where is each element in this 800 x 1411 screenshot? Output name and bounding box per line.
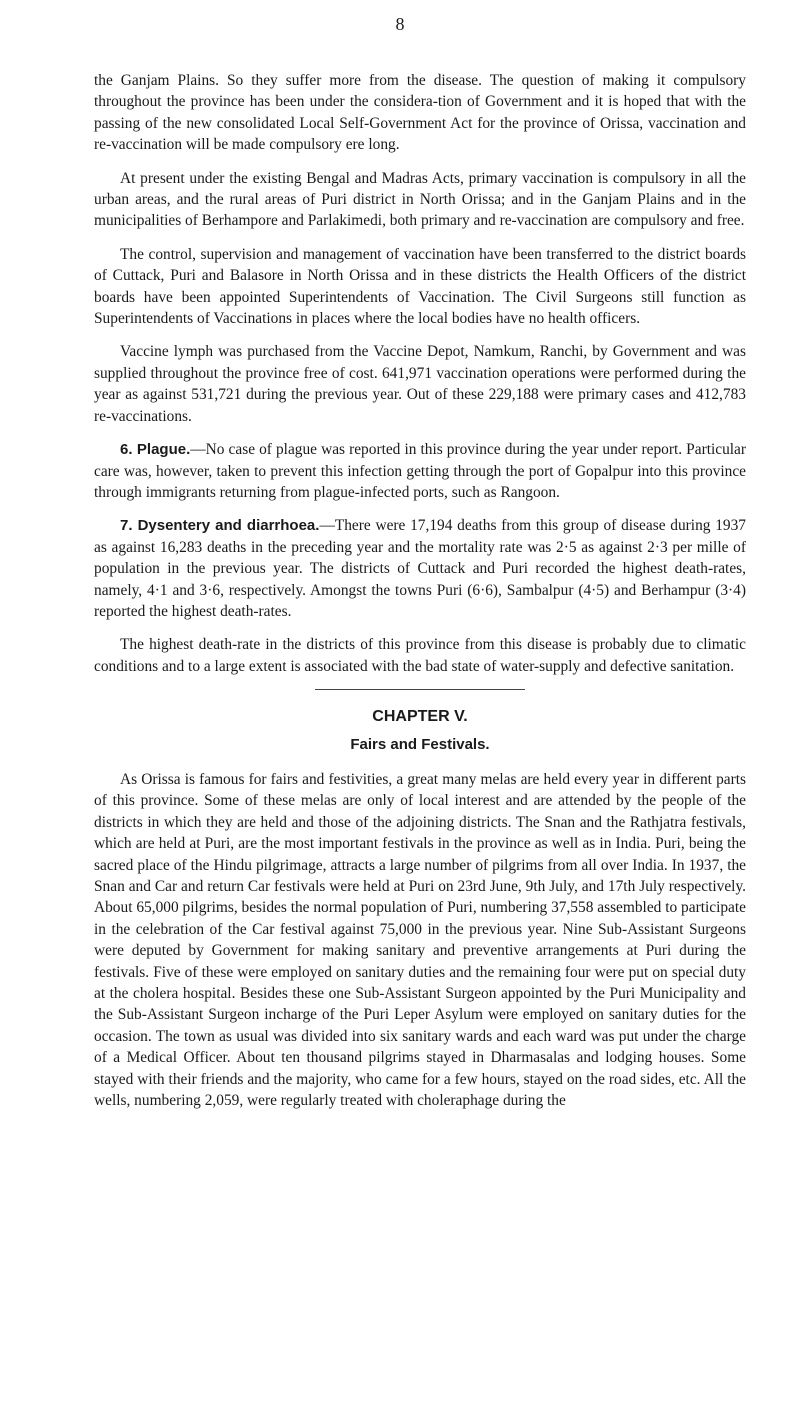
chapter-title: CHAPTER V. <box>372 708 468 726</box>
dysentery-paragraph <box>94 515 746 622</box>
page-number: 8 <box>395 14 405 34</box>
plague-heading: 6. Plague. <box>120 441 191 459</box>
section-divider <box>315 689 525 690</box>
paragraph: At present under the existing Bengal and Madras Acts, primary vaccination is compulsory in all the urban areas, and the rural areas of Puri district in North Orissa; and in the Ganjam Plains and in the municipalities of Berhampore and Parlakimedi, both primary and re-vaccination are compulsory and free. <box>94 169 746 230</box>
dysentery-text: —There were 17,194 deaths from this group of disease during 1937 as against 16,283 deaths in the preceding year and the mortality rate was 2·5 as against 2·3 per mille of population in the previous year. The districts of Cuttack and Puri recorded the highest death-rates, namely, 4·1 and 3·6, respectively. Amongst the towns Puri (6·6), Sambalpur (4·5) and Berhampur (3·4) reported the highest death-rates. <box>94 517 746 620</box>
paragraph: Vaccine lymph was purchased from the Vaccine Depot, Namkum, Ranchi, by Government and was supplied throughout the province free of cost. 641,971 vaccination operations were performed during the year as against 531,721 during the previous year. Out of these 229,188 were primary cases and 412,783 re-vaccinations. <box>94 343 746 425</box>
plague-text: —No case of plague was reported in this province during the year under report. Particular care was, however, taken to prevent this infection getting through the port of Gopalpur into this province through immigrants returning from plague-infected ports, such as Rangoon. <box>94 441 747 501</box>
plague-paragraph <box>94 439 746 503</box>
chapter-subtitle: Fairs and Festivals. <box>350 735 490 753</box>
paragraph: The control, supervision and management of vaccination have been transferred to the district boards of Cuttack, Puri and Balasore in North Orissa and in these districts the Health Officers of the district boards have been appointed Superintendents of Vaccination. The Civil Surgeons still function as Superintendents of Vaccinations in places where the local bodies have no health officers. <box>94 245 746 328</box>
dysentery-heading: 7. Dysentery and diarrhoea. <box>120 517 320 535</box>
fairs-paragraph: As Orissa is famous for fairs and festivities, a great many melas are held every year in different parts of this province. Some of these melas are only of local interest and are attended by the people of the districts in which they are held and those of the adjoining districts. The Snan and the Rathjatra festivals, which are held at Puri, are the most important festivals in the province as well as in India. Puri, being the sacred place of the Hindu pilgrimage, attracts a large number of pilgrims from all over India. In 1937, the Snan and Car and return Car festivals were held at Puri on 23rd June, 9th July, and 17th July respectively. About 65,000 pilgrims, besides the normal population of Puri, numbering 37,558 assembled to participate in the celebration of the Car festival against 75,000 in the previous year. Nine Sub-Assistant Surgeons were deputed by Government for making sanitary and preventive arrangements at Puri during the festivals. Five of these were employed on sanitary duties and the remaining four were put on special duty at the cholera hospital. Besides these one Sub-Assistant Surgeon appointed by the Puri Municipality and the Sub-Assistant Surgeon incharge of the Puri Leper Asylum were employed on sanitary duties for the occasion. The town as usual was divided into six sanitary wards and each ward was put under the charge of a Medical Officer. About ten thousand pilgrims stayed in Dharmasalas and lodging houses. Some stayed with their friends and the majority, who came for a few hours, stayed on the road sides, etc. All the wells, numbering 2,059, were regularly treated with choleraphage during the <box>94 770 746 1110</box>
body-text <box>94 70 746 1123</box>
paragraph: The highest death-rate in the districts of this province from this disease is probably due to climatic conditions and to a large extent is associated with the bad state of water-supply and defective sanitation. <box>94 636 746 675</box>
paragraph: the Ganjam Plains. So they suffer more from the disease. The question of making it compulsory throughout the province has been under the considera-tion of Government and it is hoped that with the passing of the new consolidated Local Self-Government Act for the province of Orissa, vaccination and re-vaccination will be made compulsory ere long. <box>94 72 746 154</box>
